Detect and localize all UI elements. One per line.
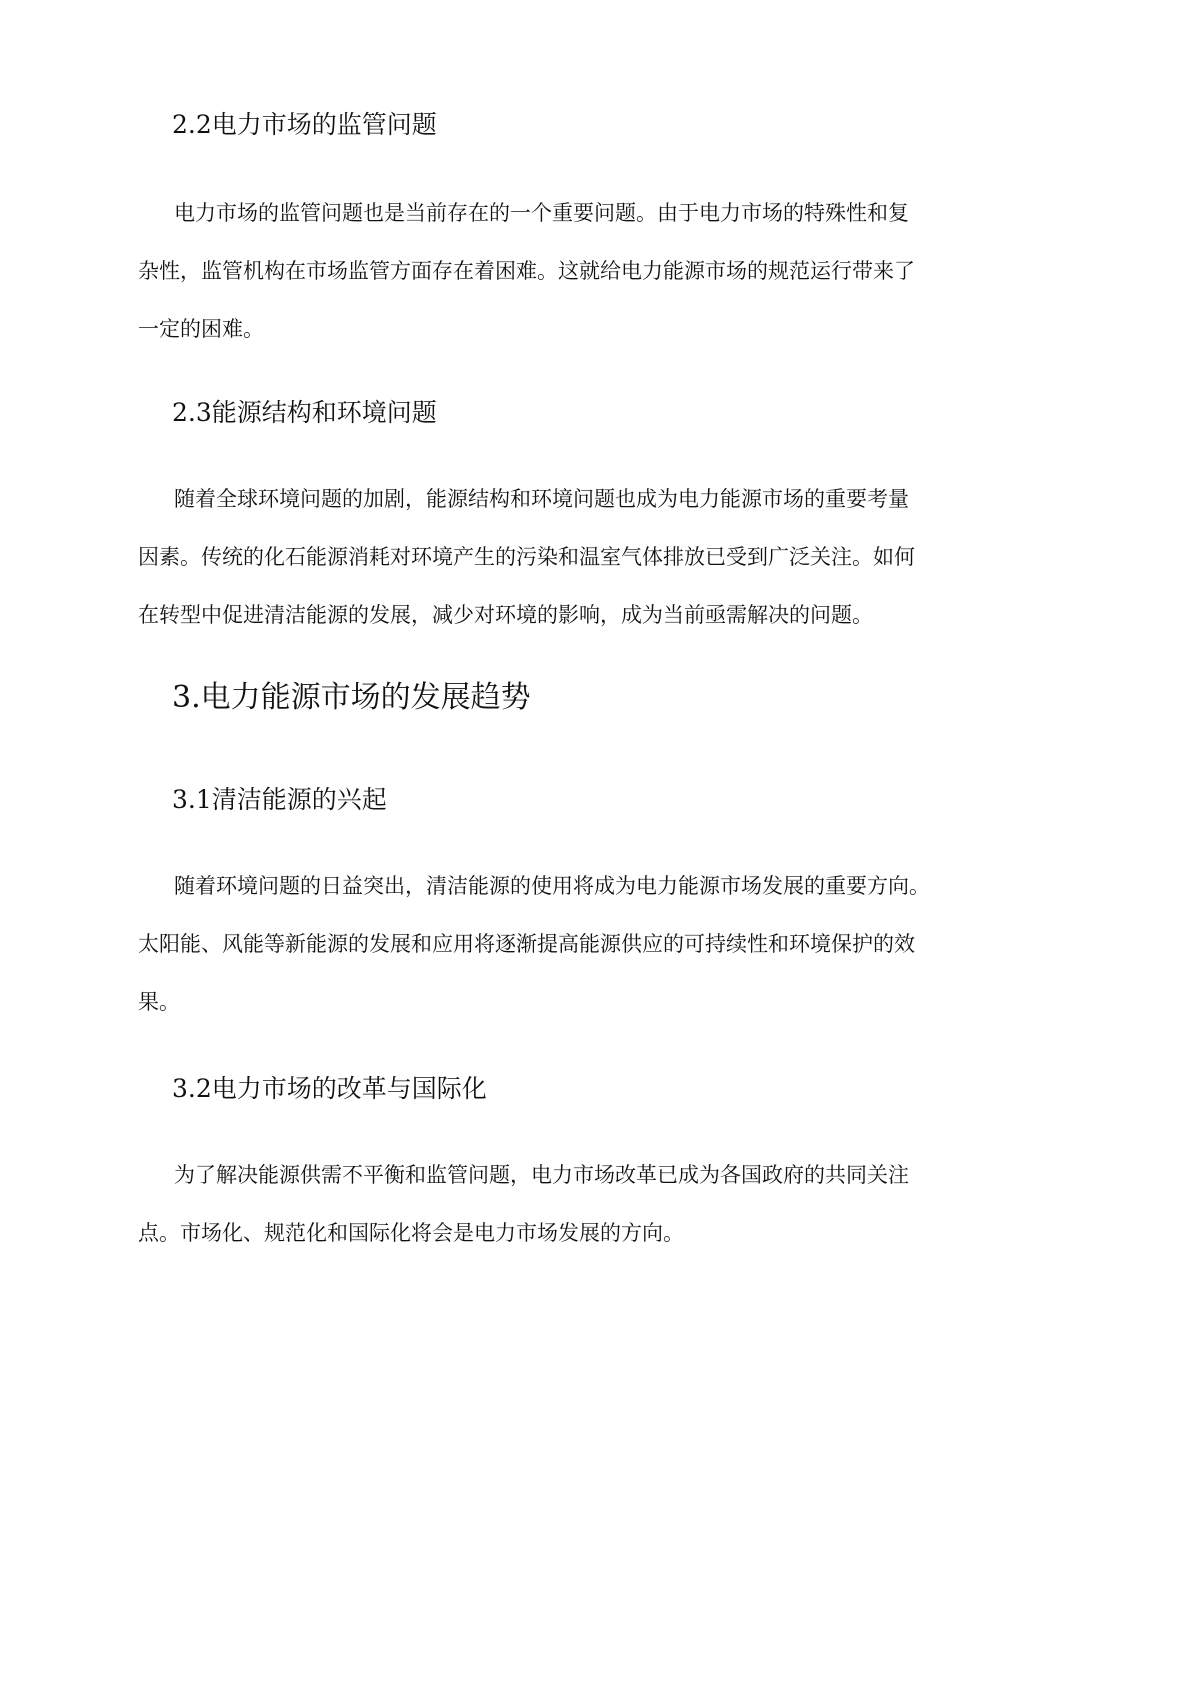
paragraph-line: 为了解决能源供需不平衡和监管问题，电力市场改革已成为各国政府的共同关注: [174, 1163, 909, 1187]
chapter-heading-3: 3.电力能源市场的发展趋势: [172, 680, 531, 715]
section-heading-2-3: 2.3能源结构和环境问题: [172, 398, 437, 427]
paragraph-2-2: [138, 184, 968, 358]
paragraph-3-2: [138, 1146, 968, 1262]
paragraph-line: 果。: [138, 990, 180, 1014]
section-heading-2-2: 2.2电力市场的监管问题: [172, 110, 437, 139]
section-heading-3-2: 3.2电力市场的改革与国际化: [172, 1074, 487, 1103]
paragraph-line: 点。市场化、规范化和国际化将会是电力市场发展的方向。: [138, 1221, 684, 1245]
paragraph-line: 随着全球环境问题的加剧，能源结构和环境问题也成为电力能源市场的重要考量: [174, 487, 909, 511]
paragraph-2-3: [138, 470, 968, 644]
paragraph-line: 一定的困难。: [138, 317, 264, 341]
paragraph-line: 随着环境问题的日益突出，清洁能源的使用将成为电力能源市场发展的重要方向。: [174, 874, 930, 898]
paragraph-line: 杂性，监管机构在市场监管方面存在着困难。这就给电力能源市场的规范运行带来了: [138, 259, 915, 283]
section-heading-3-1: 3.1清洁能源的兴起: [172, 785, 387, 814]
paragraph-line: 电力市场的监管问题也是当前存在的一个重要问题。由于电力市场的特殊性和复: [174, 201, 909, 225]
paragraph-line: 太阳能、风能等新能源的发展和应用将逐渐提高能源供应的可持续性和环境保护的效: [138, 932, 915, 956]
paragraph-line: 在转型中促进清洁能源的发展，减少对环境的影响，成为当前亟需解决的问题。: [138, 603, 873, 627]
paragraph-line: 因素。传统的化石能源消耗对环境产生的污染和温室气体排放已受到广泛关注。如何: [138, 545, 915, 569]
paragraph-3-1: [138, 857, 968, 1031]
